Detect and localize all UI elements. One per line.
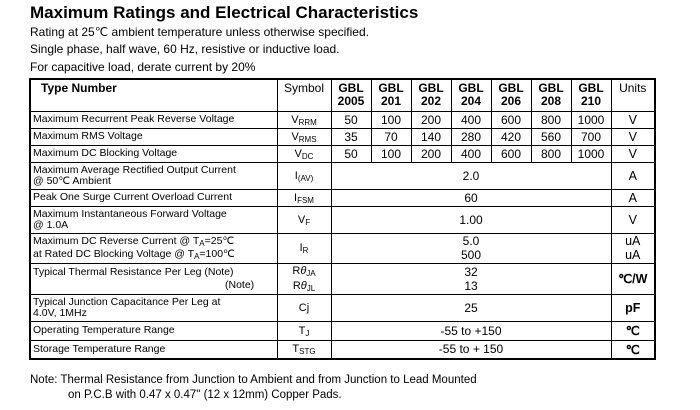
- type-number-header: Type Number: [30, 79, 277, 111]
- table-row: [30, 233, 655, 263]
- unit-cell: V: [611, 206, 655, 233]
- unit-cell: A: [611, 162, 655, 189]
- value-cell: -55 to +150: [331, 321, 611, 340]
- value-cell: 1000: [571, 145, 611, 162]
- symbol: $R\theta_{JA}$ $R\theta_{JL}$: [277, 263, 331, 294]
- table-row: [30, 321, 655, 340]
- table-row: [30, 128, 655, 145]
- param-name: Typical Junction Capacitance Per Leg at 4.0V, 1MHz: [30, 294, 277, 321]
- ratings-table: [29, 78, 656, 360]
- value-cell: 60: [331, 189, 611, 206]
- param-name: Typical Thermal Resistance Per Leg (Note) (Note): [30, 263, 277, 294]
- symbol: $T_{STG}$: [277, 340, 331, 359]
- part-header: GBL 204: [451, 79, 491, 111]
- value-cell: 1000: [571, 111, 611, 128]
- table-row: [30, 263, 655, 294]
- value-cell: 50: [331, 145, 371, 162]
- table-row: [30, 206, 655, 233]
- unit-cell: ℃: [611, 321, 655, 340]
- footnote: Note: Thermal Resistance from Junction to Ambient and from Junction to Lead Mounted: [30, 374, 477, 386]
- param-name: Maximum Average Rectified Output Current @ 50℃ Ambient: [30, 162, 277, 189]
- param-name: Maximum DC Blocking Voltage: [30, 145, 277, 162]
- value-cell: 400: [451, 145, 491, 162]
- param-name: Storage Temperature Range: [30, 340, 277, 359]
- table-row: [30, 189, 655, 206]
- value-cell: 100: [371, 111, 411, 128]
- table-row: [30, 294, 655, 321]
- units-header: Units: [611, 79, 655, 111]
- table-header-row: [30, 79, 655, 111]
- value-cell: 2.0: [331, 162, 611, 189]
- symbol: $V_{RMS}$: [277, 128, 331, 145]
- part-header: GBL 206: [491, 79, 531, 111]
- table-row: [30, 145, 655, 162]
- value-cell: 700: [571, 128, 611, 145]
- value-cell: 1.00: [331, 206, 611, 233]
- table-row: [30, 162, 655, 189]
- value-cell: 280: [451, 128, 491, 145]
- intro-line: For capacitive load, derate current by 20%: [30, 60, 256, 74]
- param-name: Maximum Recurrent Peak Reverse Voltage: [30, 111, 277, 128]
- part-header: GBL 2005: [331, 79, 371, 111]
- value-cell: 800: [531, 145, 571, 162]
- part-header: GBL 202: [411, 79, 451, 111]
- page-title: Maximum Ratings and Electrical Characteristics: [30, 3, 419, 22]
- part-header: GBL 210: [571, 79, 611, 111]
- value-cell: 5.0 500: [331, 233, 611, 263]
- unit-cell: V: [611, 111, 655, 128]
- value-cell: 50: [331, 111, 371, 128]
- unit-cell: ℃: [611, 340, 655, 359]
- table-row: [30, 111, 655, 128]
- value-cell: 100: [371, 145, 411, 162]
- unit-cell: pF: [611, 294, 655, 321]
- symbol: $I_{FSM}$: [277, 189, 331, 206]
- param-name: Maximum DC Reverse Current @ $T_A=25℃$ at Rated DC Blocking Voltage @ $T_A=100℃$: [30, 233, 277, 263]
- symbol: Cj: [277, 294, 331, 321]
- intro-line: Rating at 25℃ ambient temperature unless otherwise specified.: [30, 25, 369, 39]
- unit-cell: A: [611, 189, 655, 206]
- symbol-header: Symbol: [277, 79, 331, 111]
- symbol: $T_J$: [277, 321, 331, 340]
- part-header: GBL 208: [531, 79, 571, 111]
- symbol: $V_{RRM}$: [277, 111, 331, 128]
- intro-line: Single phase, half wave, 60 Hz, resistive or inductive load.: [30, 42, 340, 56]
- footnote-continuation: on P.C.B with 0.47 x 0.47" (12 x 12mm) Copper Pads.: [68, 389, 342, 401]
- param-name: Maximum RMS Voltage: [30, 128, 277, 145]
- value-cell: 200: [411, 111, 451, 128]
- value-cell: -55 to + 150: [331, 340, 611, 359]
- param-name: Maximum Instantaneous Forward Voltage @ 1.0A: [30, 206, 277, 233]
- value-cell: 140: [411, 128, 451, 145]
- symbol: $I_R$: [277, 233, 331, 263]
- table-row: [30, 340, 655, 359]
- param-name: Operating Temperature Range: [30, 321, 277, 340]
- value-cell: 200: [411, 145, 451, 162]
- value-cell: 400: [451, 111, 491, 128]
- value-cell: 600: [491, 145, 531, 162]
- symbol: $I_{(AV)}$: [277, 162, 331, 189]
- value-cell: 560: [531, 128, 571, 145]
- unit-cell: V: [611, 128, 655, 145]
- value-cell: 420: [491, 128, 531, 145]
- part-header: GBL 201: [371, 79, 411, 111]
- value-cell: 70: [371, 128, 411, 145]
- value-cell: 800: [531, 111, 571, 128]
- value-cell: 600: [491, 111, 531, 128]
- unit-cell: uA uA: [611, 233, 655, 263]
- param-name: Peak One Surge Current Overload Current: [30, 189, 277, 206]
- unit-cell: V: [611, 145, 655, 162]
- unit-cell: ℃/W: [611, 263, 655, 294]
- value-cell: 25: [331, 294, 611, 321]
- symbol: $V_{DC}$: [277, 145, 331, 162]
- symbol: $V_F$: [277, 206, 331, 233]
- value-cell: 32 13: [331, 263, 611, 294]
- value-cell: 35: [331, 128, 371, 145]
